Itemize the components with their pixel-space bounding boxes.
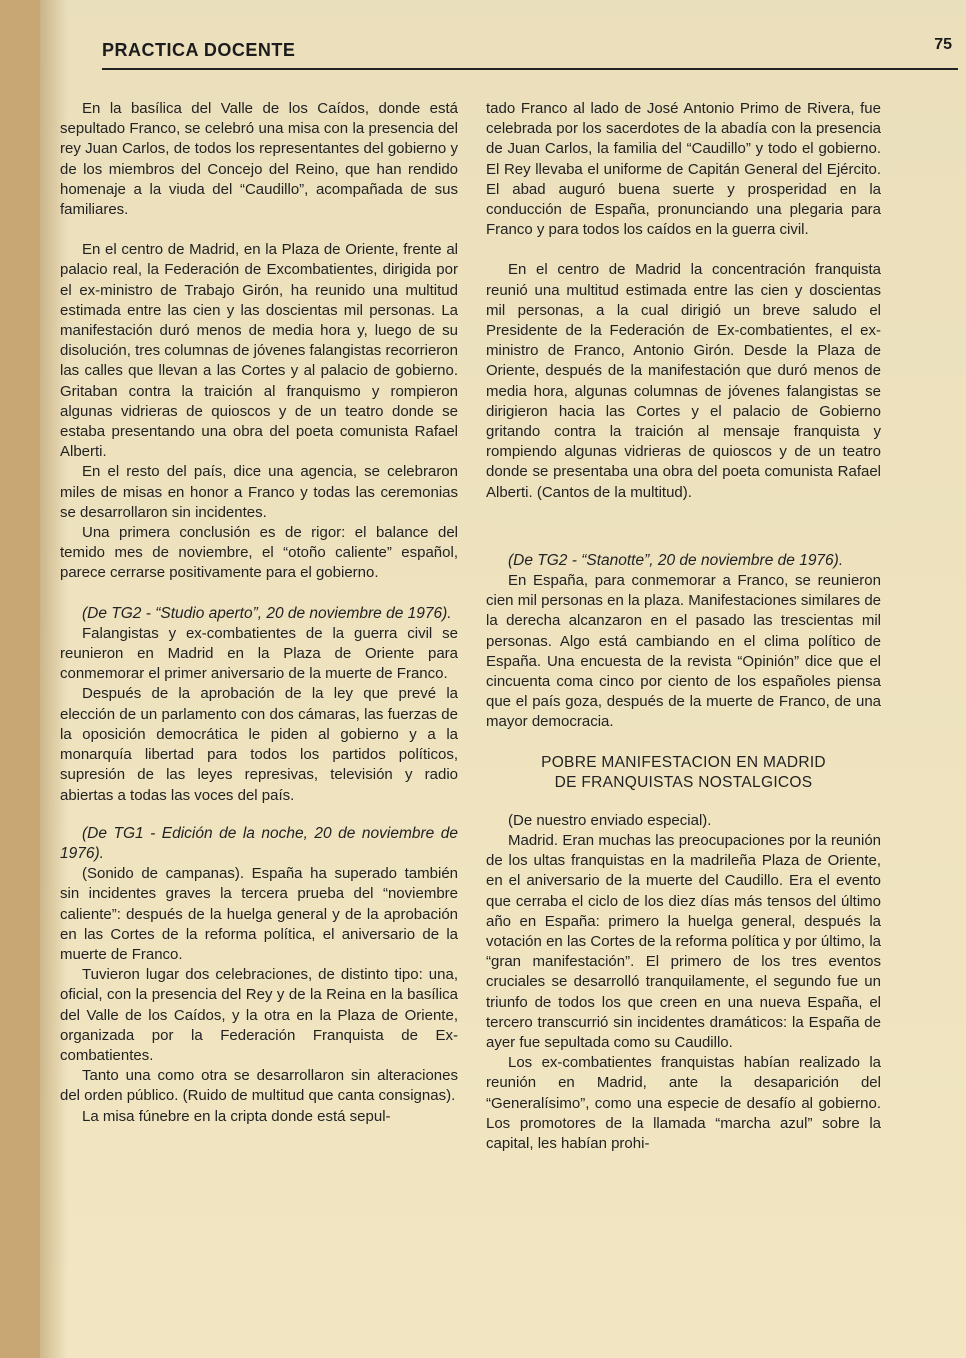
page-header	[102, 36, 958, 70]
article-heading-line: POBRE MANIFESTACION EN MADRID	[541, 753, 826, 771]
source-citation: (De TG2 - “Stanotte”, 20 de noviembre de 1976).	[508, 551, 844, 569]
paragraph: En el centro de Madrid la concentración franquista reunió una multitud estimada entre las cien y doscientas mil personas, a la cual dirigió un breve saludo el Presidente de la Federación de Ex-combatientes, el ex-ministro de Franco, Antonio Girón. Desde la Plaza de Oriente, después de la manifestación que duró menos de media hora, algunas columnas de jóvenes falangistas se dirigieron hacia las Cortes y el palacio de Gobierno gritando contra la traición al mensaje franquista y rompiendo algunas vidrieras de quioscos y de un teatro donde se presentaba una obra del poeta comunista Rafael Alberti. (Cantos de la multitud).	[486, 261, 881, 501]
paragraph: Después de la aprobación de la ley que prevé la elección de un parlamento con dos cámaras, las fuerzas de la oposición democrática le piden al gobierno y a la monarquía libertad para todos los partidos políticos, supresión de las leyes represivas, televisión y radio abiertas a todas las voces del país.	[60, 685, 458, 804]
source-citation: (De TG2 - “Studio aperto”, 20 de noviembre de 1976).	[82, 604, 452, 622]
byline: (De nuestro enviado especial).	[508, 811, 712, 829]
section-title: PRACTICA DOCENTE	[102, 40, 296, 60]
paragraph: Falangistas y ex-combatientes de la guerra civil se reunieron en Madrid en la Plaza de Oriente para conmemorar el primer aniversario de la muerte de Franco.	[60, 624, 458, 683]
paragraph: En la basílica del Valle de los Caídos, donde está sepultado Franco, se celebró una misa con la presencia del rey Juan Carlos, de todos los representantes del gobierno y de los miembros del Concejo del Reino, que han rendido homenaje a la viuda del “Caudillo”, acompañada de sus familiares.	[60, 100, 458, 219]
paragraph: Los ex-combatientes franquistas habían realizado la reunión en Madrid, ante la desaparición del “Generalísimo”, como una especie de desafío al gobierno. Los promotores de la llamada “marcha azul” sobre la capital, les habían prohi-	[486, 1054, 881, 1152]
article-heading-line: DE FRANQUISTAS NOSTALGICOS	[554, 773, 813, 791]
paragraph: En el centro de Madrid, en la Plaza de Oriente, frente al palacio real, la Federación de Excombatientes, dirigida por el ex-ministro de Trabajo Girón, ha reunido una multitud estimada entre las cien y las doscientas mil personas. La manifestación duró menos de media hora y, luego de su disolución, tres columnas de jóvenes falangistas recorrieron las calles que llevan a las Cortes y al palacio de gobierno. Gritaban contra la traición al franquismo y rompieron algunas vidrieras de quioscos y de un teatro donde se estaba presentando una obra del poeta comunista Rafael Alberti.	[60, 241, 458, 461]
right-column	[486, 99, 881, 1154]
left-column	[60, 99, 458, 1127]
paragraph: En el resto del país, dice una agencia, se celebraron miles de misas en honor a Franco y todas las ceremonias se desarrollaron sin incidentes.	[60, 463, 458, 521]
paragraph: Tanto una como otra se desarrollaron sin alteraciones del orden público. (Ruido de multitud que canta consignas).	[60, 1067, 458, 1105]
paragraph: En España, para conmemorar a Franco, se reunieron cien mil personas en la plaza. Manifestaciones similares de la derecha alcanzaron en el pasado las trescientas mil personas. Algo está cambiando en el clima político de España. Una encuesta de la revista “Opinión” dice que el cincuenta coma cinco por ciento de los españoles piensa que el país goza, después de la muerte de Franco, de una mayor democracia.	[486, 572, 881, 731]
paragraph: tado Franco al lado de José Antonio Primo de Rivera, fue celebrada por los sacerdotes de la abadía con la presencia de Juan Carlos, la familia del “Caudillo” y todo el gobierno. El Rey llevaba el uniforme de Capitán General del Ejército. El abad auguró buena suerte y prosperidad en la conducción de España, pronunciando una plegaria para Franco y para todos los caídos en la guerra civil.	[486, 100, 881, 239]
paragraph: Una primera conclusión es de rigor: el balance del temido mes de noviembre, el “otoño caliente” español, parece cerrarse positivamente para el gobierno.	[60, 524, 458, 582]
paragraph: (Sonido de campanas). España ha superado también sin incidentes graves la tercera prueba del “noviembre caliente”: después de la huelga general y de la aprobación en las Cortes de la reforma política, el aniversario de la muerte de Franco.	[60, 865, 458, 963]
paragraph: Madrid. Eran muchas las preocupaciones por la reunión de los ultas franquistas en la madrileña Plaza de Oriente, en el aniversario de la muerte del Caudillo. Era el evento que cerraba el ciclo de los diez días más tensos del último año en España: primero la huelga general, después la votación en las Cortes de la reforma política y por último, la “gran manifestación”. El primero de los tres eventos cruciales se desarrolló tranquilamente, el segundo fue un triunfo de todos los que creen en una nueva España, el tercero transcurrió sin incidentes dramáticos: la España de ayer fue sepultada como su Caudillo.	[486, 831, 881, 1051]
source-citation: (De TG1 - Edición de la noche, 20 de noviembre de 1976).	[60, 824, 458, 862]
paragraph: La misa fúnebre en la cripta donde está sepul-	[82, 1107, 391, 1125]
paragraph: Tuvieron lugar dos celebraciones, de distinto tipo: una, oficial, con la presencia del Rey y de la Reina en la basílica del Valle de los Caídos, y la otra en la Plaza de Oriente, organizada por la Federación Franquista de Ex-combatientes.	[60, 966, 458, 1064]
page-number: 75	[934, 36, 952, 53]
